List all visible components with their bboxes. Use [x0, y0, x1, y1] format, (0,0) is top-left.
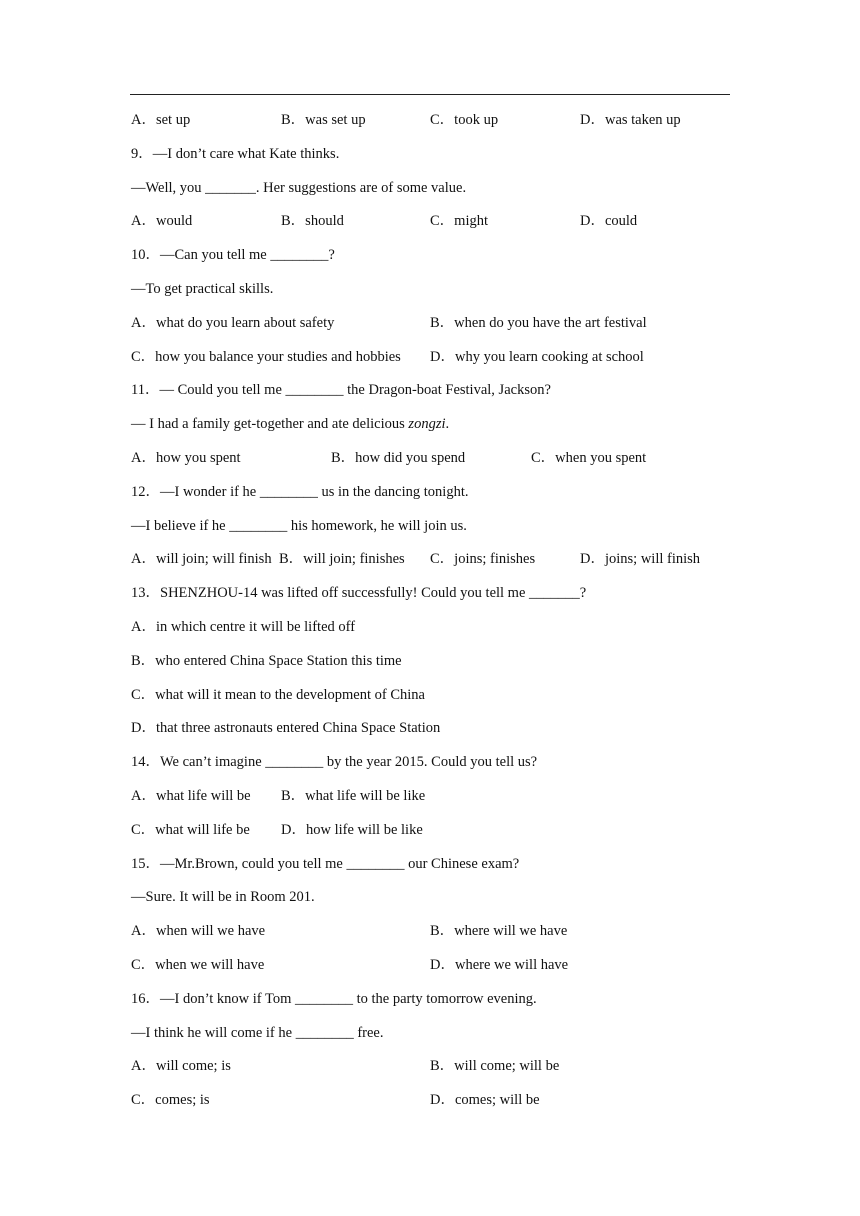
q11-stem: 11．— Could you tell me ________ the Dragon-boat Festival, Jackson? [131, 382, 551, 399]
q11-reply-italic: zongzi [408, 416, 446, 433]
q8-option-a[interactable]: A．set up [131, 112, 191, 128]
q11-option-c[interactable]: C．when you spent [531, 449, 647, 466]
q10-options-row2 [131, 341, 731, 375]
q14-option-c[interactable]: C．what will life be [131, 821, 250, 838]
q14-option-d[interactable]: D．how life will be like [281, 821, 423, 838]
q12-options [131, 543, 731, 577]
q10-option-a[interactable]: A．what do you learn about safety [131, 314, 335, 331]
q15-option-b[interactable]: B．where will we have [430, 923, 568, 940]
q16-option-d[interactable]: D．comes; will be [430, 1092, 540, 1109]
q10-reply: —To get practical skills. [131, 280, 274, 297]
q8-options [131, 104, 731, 138]
q12-stem: 12．—I wonder if he ________ us in the dancing tonight. [131, 483, 469, 500]
q14-options-row2 [131, 814, 731, 848]
q13-stem: 13．SHENZHOU-14 was lifted off successfully! Could you tell me _______? [131, 585, 587, 602]
q15-option-a[interactable]: A．when will we have [131, 923, 266, 940]
q11-reply-text: — I had a family get-together and ate delicious [131, 416, 409, 433]
q16-option-c[interactable]: C．comes; is [131, 1092, 210, 1109]
q9-options [131, 205, 731, 239]
q12-reply: —I believe if he ________ his homework, he will join us. [131, 517, 467, 534]
q9-option-d[interactable]: D．could [580, 213, 638, 230]
q14-option-b[interactable]: B．what life will be like [281, 787, 426, 804]
q15-options-row2 [131, 949, 731, 983]
q10-option-b[interactable]: B．when do you have the art festival [430, 314, 647, 331]
q15-options-row1 [131, 915, 731, 949]
q15-stem: 15．—Mr.Brown, could you tell me ________ our Chinese exam? [131, 855, 520, 872]
q14-option-a[interactable]: A．what life will be [131, 787, 251, 804]
q15-option-d[interactable]: D．where we will have [430, 956, 569, 973]
q11-option-a[interactable]: A．how you spent [131, 449, 241, 466]
q16-reply: —I think he will come if he ________ free. [131, 1024, 384, 1041]
q16-option-a[interactable]: A．will come; is [131, 1058, 231, 1075]
q16-option-b[interactable]: B．will come; will be [430, 1058, 560, 1075]
q15-reply: —Sure. It will be in Room 201. [131, 889, 315, 906]
q9-option-c[interactable]: C．might [430, 213, 489, 230]
q11-reply-end: . [445, 416, 450, 433]
q16-options-row2 [131, 1084, 731, 1118]
q10-stem: 10．—Can you tell me ________? [131, 247, 335, 264]
q8-option-b[interactable]: B．was set up [281, 112, 366, 128]
q14-options-row1 [131, 780, 731, 814]
q13-option-a[interactable]: A．in which centre it will be lifted off [131, 618, 356, 635]
question-list [131, 104, 731, 1118]
q11-reply [131, 408, 731, 442]
q12-option-a[interactable]: A．will join; will finish [131, 551, 272, 568]
q11-option-b[interactable]: B．how did you spend [331, 449, 466, 466]
q13-option-c[interactable]: C．what will it mean to the development of China [131, 686, 425, 703]
q10-options-row1 [131, 307, 731, 341]
q16-stem: 16．—I don’t know if Tom ________ to the party tomorrow evening. [131, 990, 537, 1007]
q9-reply: —Well, you _______. Her suggestions are of some value. [131, 179, 467, 196]
q14-stem: 14．We can’t imagine ________ by the year 2015. Could you tell us? [131, 754, 538, 771]
q9-option-a[interactable]: A．would [131, 213, 193, 230]
q9-stem: 9．—I don’t care what Kate thinks. [131, 145, 340, 162]
q16-options-row1 [131, 1050, 731, 1084]
q10-option-c[interactable]: C．how you balance your studies and hobbies [131, 348, 401, 365]
q10-option-d[interactable]: D．why you learn cooking at school [430, 348, 644, 365]
q13-option-d[interactable]: D．that three astronauts entered China Space Station [131, 720, 441, 737]
q13-option-b[interactable]: B．who entered China Space Station this time [131, 652, 402, 669]
q12-option-c[interactable]: C．joins; finishes [430, 551, 536, 568]
q8-option-c[interactable]: C．took up [430, 112, 499, 128]
q12-option-b[interactable]: B．will join; finishes [279, 551, 405, 568]
q8-option-d[interactable]: D．was taken up [580, 112, 681, 128]
q12-option-d[interactable]: D．joins; will finish [580, 551, 701, 568]
header-rule [130, 94, 730, 95]
q9-option-b[interactable]: B．should [281, 213, 344, 230]
q15-option-c[interactable]: C．when we will have [131, 956, 265, 973]
q11-options [131, 442, 731, 476]
